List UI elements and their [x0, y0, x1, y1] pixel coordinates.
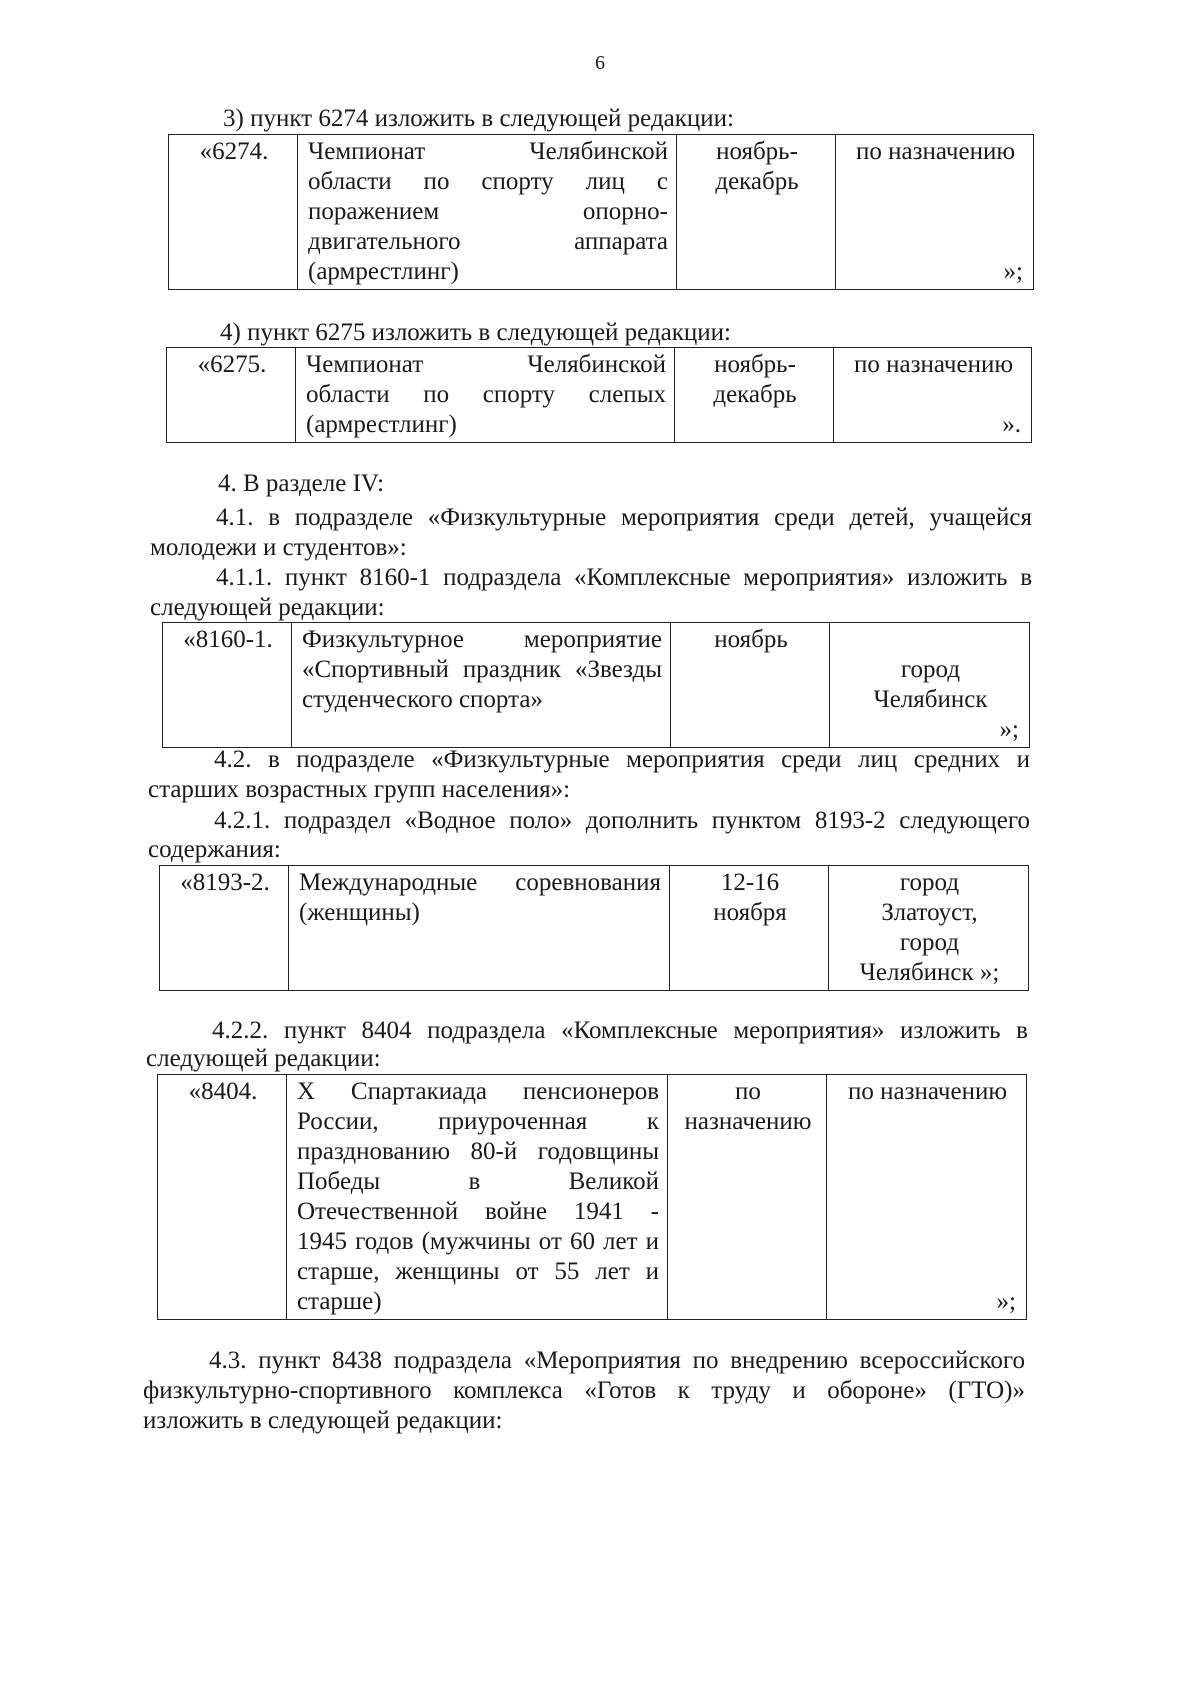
cell-date: ноябрь [671, 623, 830, 748]
section-4-3-line-3: изложить в следующей редакции: [143, 1407, 503, 1434]
section-4-1-line-2: молодежи и студентов»: [150, 534, 407, 561]
cell-place: город Златоуст, город Челябинск »; [829, 866, 1029, 991]
cell-number: «8193-2. [160, 866, 289, 991]
cell-place: по назначению »; [836, 135, 1034, 290]
cell-description: Чемпионат Челябинской области по спорту слепых (армрестлинг) [296, 348, 675, 443]
cell-date: ноябрь- декабрь [677, 135, 836, 290]
section-4-1-1-line-2: следующей редакции: [150, 594, 385, 621]
section-4-1-line-1: 4.1. в подразделе «Физкультурные мероприятия среди детей, учащейся [216, 504, 1032, 531]
cell-place: по назначению ». [834, 348, 1032, 443]
cell-description: X Спартакиада пенсионеров России, приуроченная к празднованию 80-й годовщины Победы в Великой Отечественной войне 1941 - 1945 годов (мужчины от 60 лет и старше, женщины от 55 лет и старше) [287, 1075, 668, 1320]
table-item-8160-1 [162, 622, 1030, 748]
cell-place: по назначению »; [827, 1075, 1027, 1320]
section-4-3-line-1: 4.3. пункт 8438 подраздела «Мероприятия по внедрению всероссийского [209, 1347, 1025, 1374]
page-number: 6 [595, 52, 605, 74]
section-4-2-2-line-1: 4.2.2. пункт 8404 подраздела «Комплексные мероприятия» изложить в [212, 1017, 1028, 1044]
cell-description: Чемпионат Челябинской области по спорту лиц с поражением опорно- двигательного аппарата (армрестлинг) [298, 135, 677, 290]
section-4-2-2-line-2: следующей редакции: [146, 1045, 381, 1072]
cell-date: по назначению [668, 1075, 827, 1320]
table-item-8404 [157, 1074, 1027, 1320]
cell-date: 12-16 ноября [670, 866, 829, 991]
closing-quote: ». [1002, 411, 1021, 438]
cell-place: город Челябинск »; [830, 623, 1030, 748]
section-4-2-1-line-1: 4.2.1. подраздел «Водное поло» дополнить пунктом 8193-2 следующего [214, 807, 1030, 834]
cell-description: Международные соревнования (женщины) [289, 866, 670, 991]
table-item-6274 [168, 134, 1034, 290]
closing-quote: »; [996, 1288, 1016, 1315]
section-4-3-line-2: физкультурно-спортивного комплекса «Готов к труду и обороне» (ГТО)» [143, 1377, 1025, 1404]
section-4-1-1-line-1: 4.1.1. пункт 8160-1 подраздела «Комплексные мероприятия» изложить в [216, 564, 1032, 591]
cell-number: «8404. [158, 1075, 287, 1320]
cell-number: «6274. [169, 135, 298, 290]
table-item-6275 [166, 347, 1032, 443]
section-4-2-line-2: старших возрастных групп населения»: [148, 776, 571, 803]
cell-description: Физкультурное мероприятие «Спортивный праздник «Звезды студенческого спорта» [292, 623, 671, 748]
closing-quote: »; [999, 716, 1019, 743]
paragraph-item-6275-intro: 4) пункт 6275 изложить в следующей редакции: [220, 319, 731, 346]
paragraph-item-6274-intro: 3) пункт 6274 изложить в следующей редакции: [223, 105, 734, 132]
section-4-heading: 4. В разделе IV: [218, 470, 385, 497]
cell-number: «8160-1. [163, 623, 292, 748]
cell-date: ноябрь- декабрь [675, 348, 834, 443]
table-item-8193-2 [159, 865, 1029, 991]
section-4-2-line-1: 4.2. в подразделе «Физкультурные мероприятия среди лиц средних и [214, 746, 1030, 773]
cell-number: «6275. [167, 348, 296, 443]
section-4-2-1-line-2: содержания: [148, 836, 281, 863]
closing-quote: »; [1003, 258, 1023, 285]
